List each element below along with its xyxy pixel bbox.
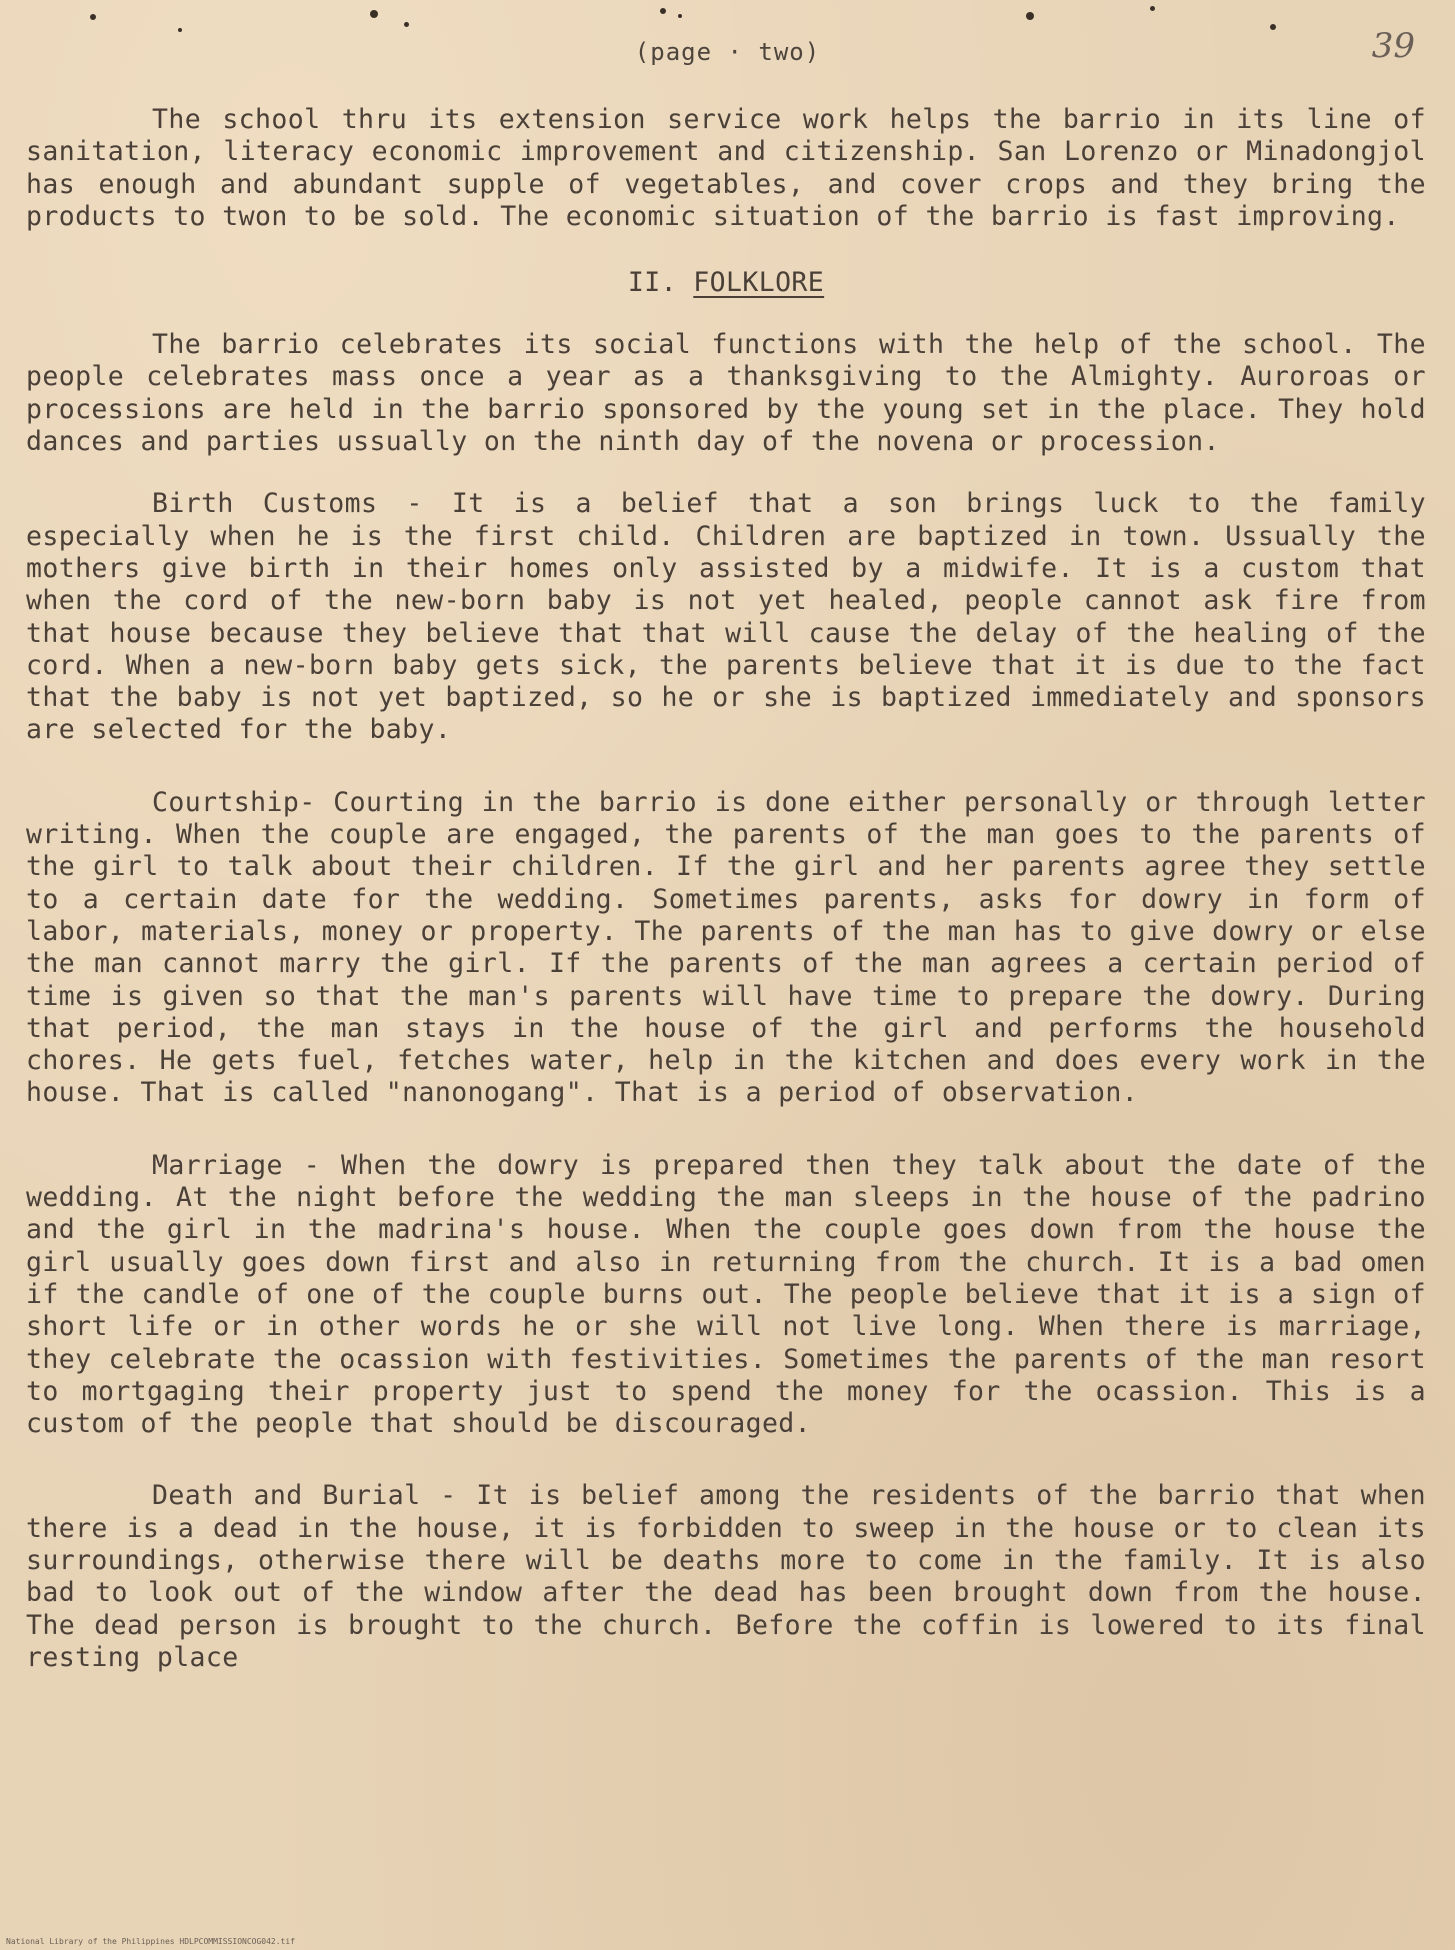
paragraph-birth-customs: Birth Customs - It is a belief that a son brings luck to the family especially when he is the first child. Children are baptized in town. Ussually the mothers give birth in their homes only assisted by a midwife. It is a custom that when the cord of the new-born baby is not yet healed, people cannot ask fire from that house because they believe that that will cause the delay of the healing of the cord. When a new-born baby gets sick, the parents believe that it is due to the fact that the baby is not yet baptized, so he or she is baptized immediately and sponsors are selected for the baby. xyxy=(26,488,1426,746)
paragraph-death-burial: Death and Burial - It is belief among the residents of the barrio that when there is a dead in the house, it is forbidden to sweep in the house or to clean its surroundings, otherwise there will be deaths more to come in the family. It is also bad to look out of the window after the dead has been brought down from the house. The dead person is brought to the church. Before the coffin is lowered to its final resting place xyxy=(26,1480,1426,1673)
section-heading xyxy=(26,267,1426,299)
ink-speck xyxy=(1270,24,1276,30)
ink-speck xyxy=(404,22,409,27)
paragraph-folklore: The barrio celebrates its social functions with the help of the school. The people celebrates mass once a year as a thanksgiving to the Almighty. Auroroas or processions are held in the barrio sponsored by the young set in the place. They hold dances and parties ussually on the ninth day of the novena or procession. xyxy=(26,329,1426,458)
section-title: FOLKLORE xyxy=(693,267,825,299)
paragraph-marriage: Marriage - When the dowry is prepared then they talk about the date of the wedding. At the night before the wedding the man sleeps in the house of the padrino and the girl in the madrina's house. When the couple goes down from the house the girl usually goes down first and also in returning from the church. It is a bad omen if the candle of one of the couple burns out. The people believe that it is a sign of short life or in other words he or she will not live long. When there is marriage, they celebrate the ocassion with festivities. Sometimes the parents of the man resort to mortgaging their property just to spend the money for the ocassion. This is a custom of the people that should be discouraged. xyxy=(26,1149,1426,1440)
ink-speck xyxy=(90,14,96,20)
ink-speck xyxy=(1026,12,1034,20)
ink-speck xyxy=(678,14,682,18)
ink-speck xyxy=(660,8,666,14)
section-numeral: II. xyxy=(627,267,677,299)
page-header: (page · two) xyxy=(634,38,821,66)
document-body xyxy=(26,104,1426,1674)
paragraph-courtship: Courtship- Courting in the barrio is done either personally or through letter writing. When the couple are engaged, the parents of the man goes to the parents of the girl to talk about their children. If the girl and her parents agree they settle to a certain date for the wedding. Sometimes parents, asks for dowry in form of labor, materials, money or property. The parents of the man has to give dowry or else the man cannot marry the girl. If the parents of the man agrees a certain period of time is given so that the man's parents will have time to prepare the dowry. During that period, the man stays in the house of the girl and performs the household chores. He gets fuel, fetches water, help in the kitchen and does every work in the house. That is called "nanonogang". That is a period of observation. xyxy=(26,786,1426,1109)
archive-footer: National Library of the Philippines HDLPCOMMISSIONCOG042.tif xyxy=(6,1937,295,1946)
ink-speck xyxy=(370,10,378,18)
ink-speck xyxy=(1150,6,1155,11)
paragraph-intro: The school thru its extension service work helps the barrio in its line of sanitation, literacy economic improvement and citizenship. San Lorenzo or Minadongjol has enough and abundant supple of vegetables, and cover crops and they bring the products to twon to be sold. The economic situation of the barrio is fast improving. xyxy=(26,104,1426,232)
page-number: 39 xyxy=(1371,26,1415,66)
ink-speck xyxy=(178,28,182,32)
